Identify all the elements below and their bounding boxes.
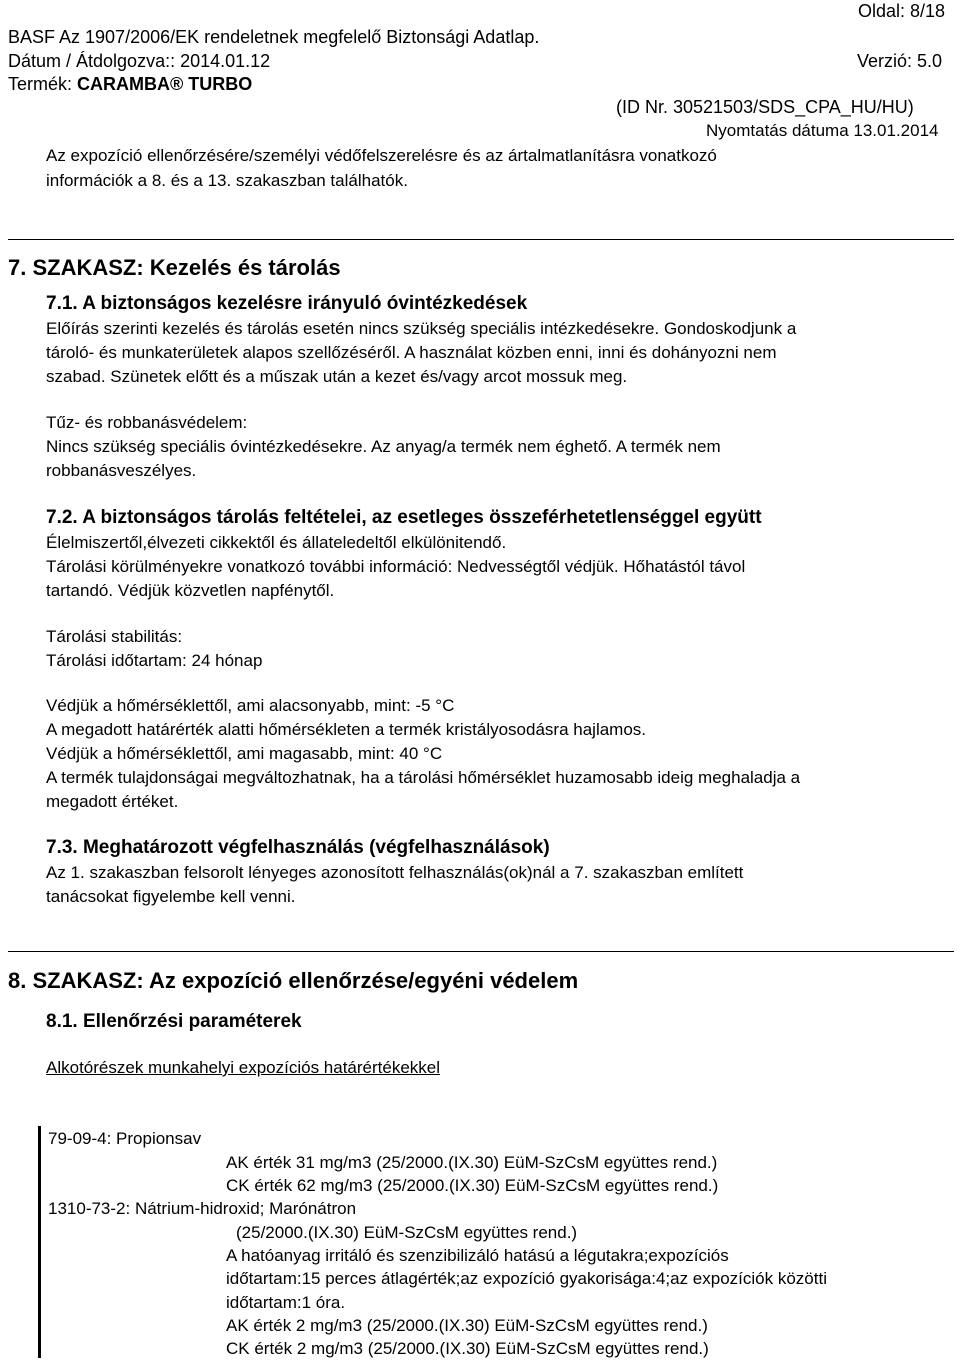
text-line: tartandó. Védjük közvetlen napfénytől. <box>46 581 335 600</box>
text-line: Nincs szükség speciális óvintézkedésekre. Az anyag/a termék nem éghető. A termék nem <box>46 437 721 456</box>
product-prefix: Termék: <box>8 74 78 94</box>
version: Verzió: 5.0 <box>857 51 943 71</box>
section-7-title: 7. SZAKASZ: Kezelés és tárolás <box>8 255 341 280</box>
text-line: robbanásveszélyes. <box>46 461 197 480</box>
limit-note: időtartam:15 perces átlagérték;az expozíció gyakorisága:4;az expozíciók közötti <box>226 1269 827 1288</box>
id-number: (ID Nr. 30521503/SDS_CPA_HU/HU) <box>616 97 914 117</box>
product-line <box>8 75 252 93</box>
text-line: szabad. Szünetek előtt és a műszak után a kezet és/vagy arcot mossuk meg. <box>46 367 628 386</box>
section-divider <box>8 951 954 952</box>
limits-subheading: Alkotórészek munkahelyi expozíciós határértékekkel <box>46 1058 441 1077</box>
text-line: tároló- és munkaterületek alapos szellőzéséről. A használat közben enni, inni és dohányozni nem <box>46 343 777 362</box>
product-name: CARAMBA® TURBO <box>77 74 253 94</box>
subsection-7-1-title: 7.1. A biztonságos kezelésre irányuló óvintézkedések <box>46 293 528 314</box>
text-line: Az 1. szakaszban felsorolt lényeges azonosított felhasználás(ok)nál a 7. szakaszban említett <box>46 863 744 882</box>
subsection-8-1-title: 8.1. Ellenőrzési paraméterek <box>46 1011 302 1032</box>
text-line: Élelmiszertől,élvezeti cikkektől és állateledeltől elkülönitendő. <box>46 533 507 552</box>
substance-name: 1310-73-2: Nátrium-hidroxid; Marónátron <box>48 1199 357 1218</box>
limit-value: CK érték 62 mg/m3 (25/2000.(IX.30) EüM-SzCsM együttes rend.) <box>226 1176 719 1195</box>
table-left-border <box>38 1126 41 1358</box>
intro-line-1: Az expozíció ellenőrzésére/személyi védőfelszerelésre és az ártalmatlanításra vonatkozó <box>46 146 717 165</box>
text-line: Védjük a hőmérséklettől, ami magasabb, mint: 40 °C <box>46 744 443 763</box>
text-line: A megadott határérték alatti hőmérsékleten a termék kristályosodásra hajlamos. <box>46 720 647 739</box>
text-line: A termék tulajdonságai megváltozhatnak, ha a tárolási hőmérséklet huzamosabb ideig meghaladja a <box>46 768 801 787</box>
storage-duration: Tárolási időtartam: 24 hónap <box>46 651 263 670</box>
text-line: megadott értéket. <box>46 792 179 811</box>
limit-note: időtartam:1 óra. <box>226 1293 346 1312</box>
limit-value: AK érték 2 mg/m3 (25/2000.(IX.30) EüM-SzCsM együttes rend.) <box>226 1316 708 1335</box>
stability-heading: Tárolási stabilitás: <box>46 627 183 646</box>
limit-value: AK érték 31 mg/m3 (25/2000.(IX.30) EüM-SzCsM együttes rend.) <box>226 1153 718 1172</box>
revision-date: Dátum / Átdolgozva:: 2014.01.12 <box>8 51 271 71</box>
text-line: Tárolási körülményekre vonatkozó további információ: Nedvességtől védjük. Hőhatástól távol <box>46 557 746 576</box>
print-date: Nyomtatás dátuma 13.01.2014 <box>706 121 939 140</box>
limit-value: (25/2000.(IX.30) EüM-SzCsM együttes rend.) <box>236 1223 578 1242</box>
substance-name: 79-09-4: Propionsav <box>48 1129 202 1148</box>
subsection-7-3-title: 7.3. Meghatározott végfelhasználás (végfelhasználások) <box>46 837 550 858</box>
section-divider <box>8 239 954 240</box>
page-number: Oldal: 8/18 <box>858 1 946 21</box>
text-line: tanácsokat figyelembe kell venni. <box>46 887 296 906</box>
intro-line-2: információk a 8. és a 13. szakaszban találhatók. <box>46 171 408 190</box>
section-8-title: 8. SZAKASZ: Az expozíció ellenőrzése/egyéni védelem <box>8 968 579 993</box>
regulation-title: BASF Az 1907/2006/EK rendeletnek megfelelő Biztonsági Adatlap. <box>8 27 540 47</box>
subsection-7-2-title: 7.2. A biztonságos tárolás feltételei, az esetleges összeférhetetlenséggel együtt <box>46 507 762 528</box>
fire-heading: Tűz- és robbanásvédelem: <box>46 413 248 432</box>
limit-note: A hatóanyag irritáló és szenzibilizáló hatású a légutakra;expozíciós <box>226 1246 729 1265</box>
limit-value: CK érték 2 mg/m3 (25/2000.(IX.30) EüM-SzCsM együttes rend.) <box>226 1339 709 1358</box>
text-line: Védjük a hőmérséklettől, ami alacsonyabb, mint: -5 °C <box>46 696 455 715</box>
text-line: Előírás szerinti kezelés és tárolás esetén nincs szükség speciális intézkedésekre. Gondoskodjunk a <box>46 319 797 338</box>
